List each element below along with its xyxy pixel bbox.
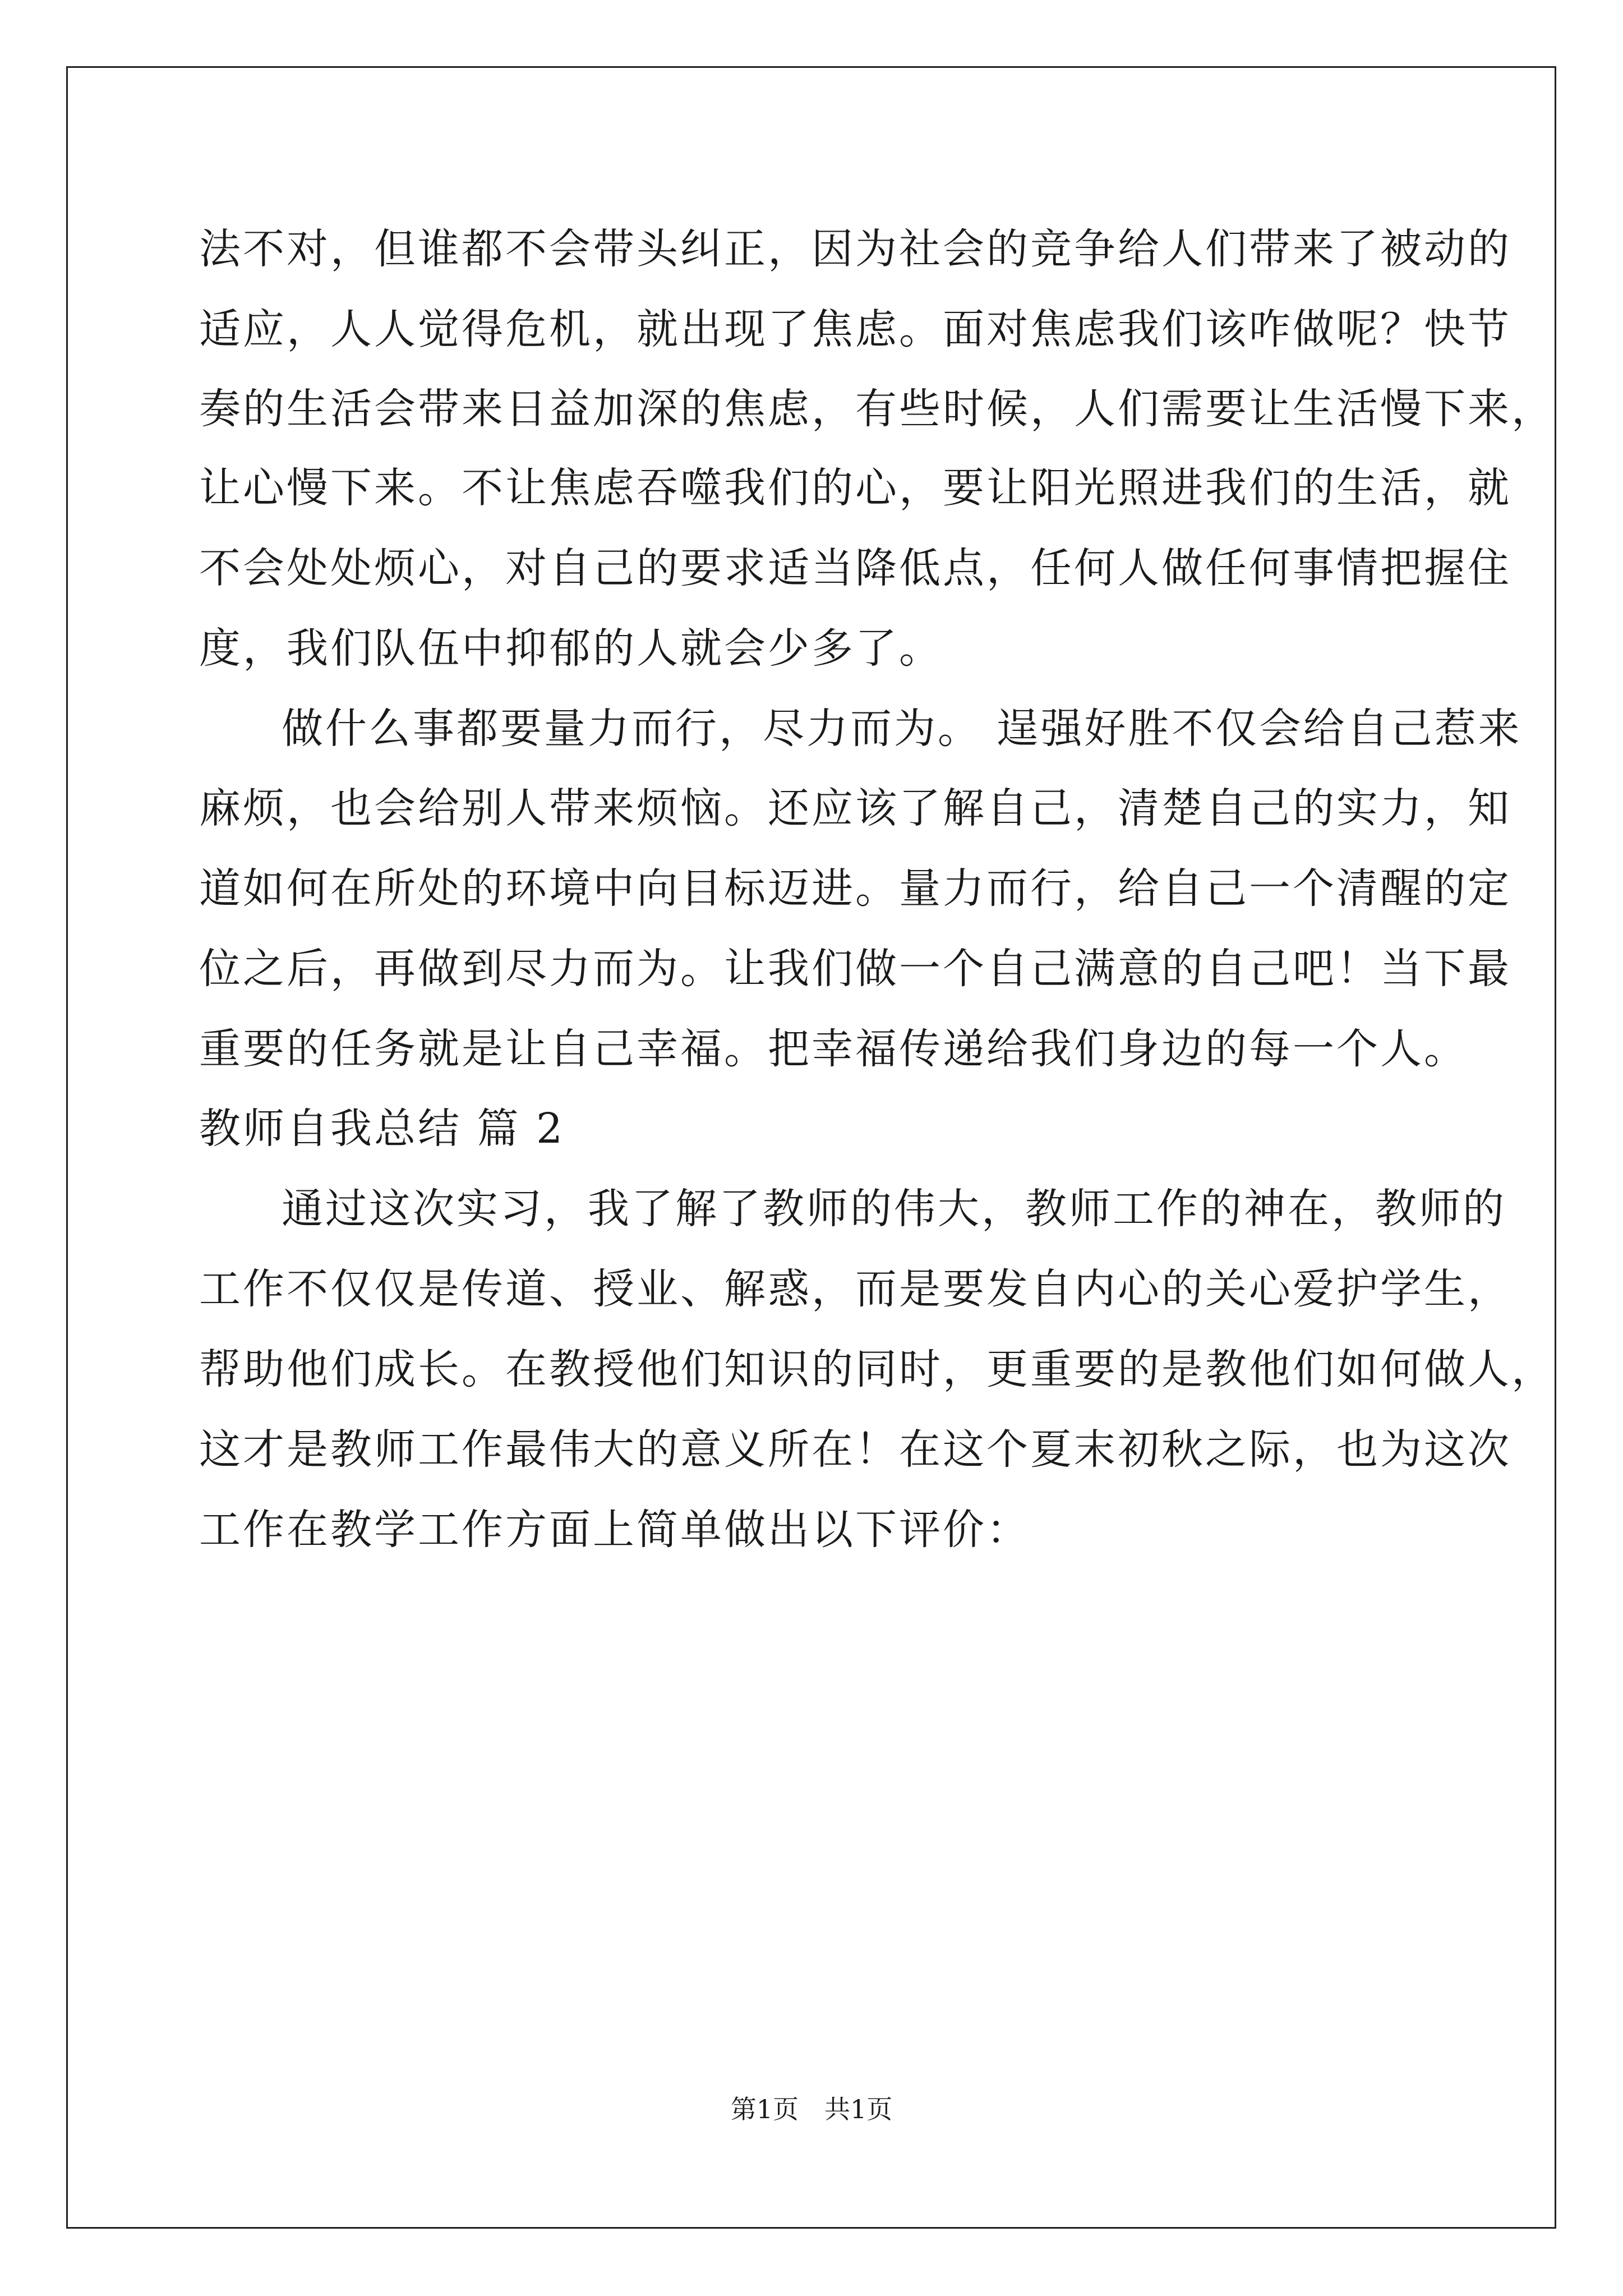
text-line-3: 奏的生活会带来日益加深的焦虑，有些时候，人们需要让生活慢下来， bbox=[199, 385, 1555, 433]
text-line-5: 不会处处烦心，对自己的要求适当降低点，任何人做任何事情把握住 bbox=[199, 544, 1511, 592]
text-line-10: 位之后，再做到尽力而为。让我们做一个自己满意的自己吧！当下最 bbox=[199, 945, 1511, 993]
text-line-14: 工作不仅仅是传道、授业、解惑，而是要发自内心的关心爱护学生， bbox=[199, 1265, 1511, 1313]
text-line-4: 让心慢下来。不让焦虑吞噬我们的心，要让阳光照进我们的生活，就 bbox=[199, 464, 1511, 512]
text-line-7: 做什么事都要量力而行，尽力而为。 逞强好胜不仅会给自己惹来 bbox=[282, 705, 1522, 753]
text-line-1: 法不对，但谁都不会带头纠正，因为社会的竞争给人们带来了被动的 bbox=[199, 225, 1511, 273]
text-line-16: 这才是教师工作最伟大的意义所在！在这个夏末初秋之际，也为这次 bbox=[199, 1425, 1511, 1474]
text-line-15: 帮助他们成长。在教授他们知识的同时，更重要的是教他们如何做人， bbox=[199, 1345, 1555, 1393]
text-line-6: 度，我们队伍中抑郁的人就会少多了。 bbox=[199, 624, 943, 673]
text-line-11: 重要的任务就是让自己幸福。把幸福传递给我们身边的每一个人。 bbox=[199, 1025, 1468, 1073]
text-line-13: 通过这次实习，我了解了教师的伟大，教师工作的神在，教师的 bbox=[282, 1185, 1506, 1233]
text-line-17: 工作在教学工作方面上简单做出以下评价： bbox=[199, 1506, 1030, 1554]
text-line-8: 麻烦，也会给别人带来烦恼。还应该了解自己，清楚自己的实力，知 bbox=[199, 784, 1511, 832]
text-line-2: 适应，人人觉得危机，就出现了焦虑。面对焦虑我们该咋做呢？快节 bbox=[199, 305, 1511, 353]
section-heading: 教师自我总结 篇 2 bbox=[199, 1105, 565, 1153]
page-number-footer: 第1页 共1页 bbox=[730, 2094, 893, 2124]
text-line-9: 道如何在所处的环境中向目标迈进。量力而行，给自己一个清醒的定 bbox=[199, 864, 1511, 913]
